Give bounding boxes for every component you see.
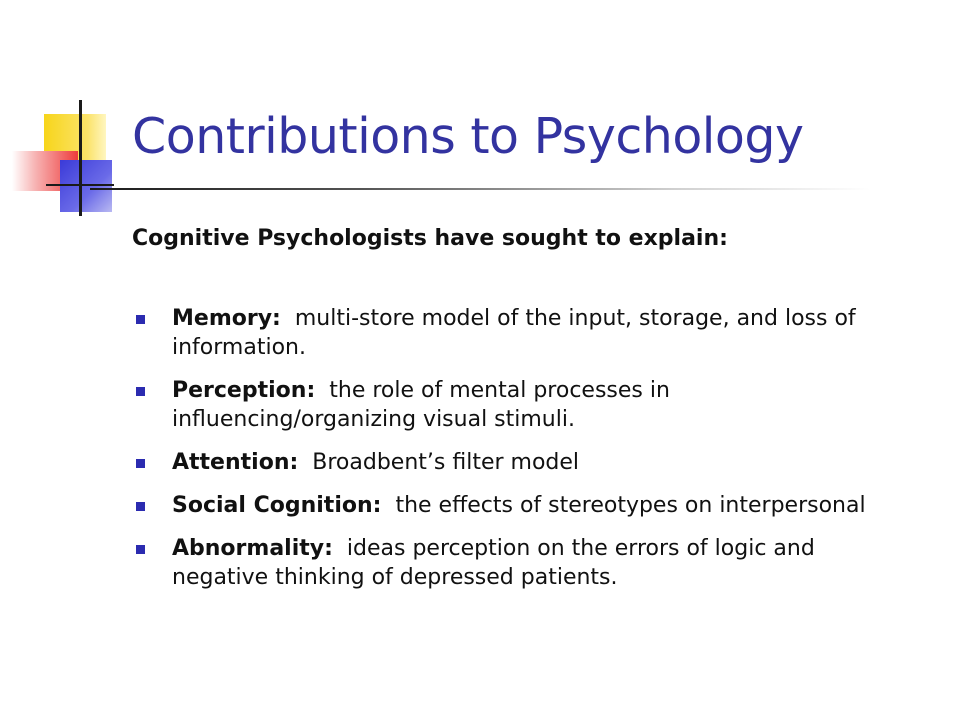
slide-title: Contributions to Psychology [132,108,804,165]
bullet-text: ideas perception on the errors of logic and negative thinking of depressed patients. [172,536,815,590]
title-underline [90,188,870,190]
bullet-item [132,534,892,592]
bullet-item [132,491,892,520]
deco-blue-square [60,160,112,212]
square-bullet-icon [136,387,145,396]
bullet-list [132,304,892,606]
bullet-item [132,304,892,362]
deco-horizontal-line [46,184,114,186]
square-bullet-icon [136,459,145,468]
bullet-item [132,448,892,477]
intro-text: Cognitive Psychologists have sought to explain: [132,226,728,251]
bullet-term: Perception: [172,378,316,403]
square-bullet-icon [136,502,145,511]
bullet-text: the effects of stereotypes on interpersonal [395,493,866,518]
bullet-term: Abnormality: [172,536,333,561]
bullet-text: the role of mental processes in influencing/organizing visual stimuli. [172,378,670,432]
deco-vertical-line [79,100,82,216]
decorative-corner-graphic [0,0,140,230]
square-bullet-icon [136,545,145,554]
bullet-text: multi-store model of the input, storage, and loss of information. [172,306,856,360]
square-bullet-icon [136,315,145,324]
bullet-term: Memory: [172,306,281,331]
bullet-text: Broadbent’s filter model [312,450,580,475]
bullet-term: Social Cognition: [172,493,382,518]
bullet-item [132,376,892,434]
bullet-term: Attention: [172,450,299,475]
